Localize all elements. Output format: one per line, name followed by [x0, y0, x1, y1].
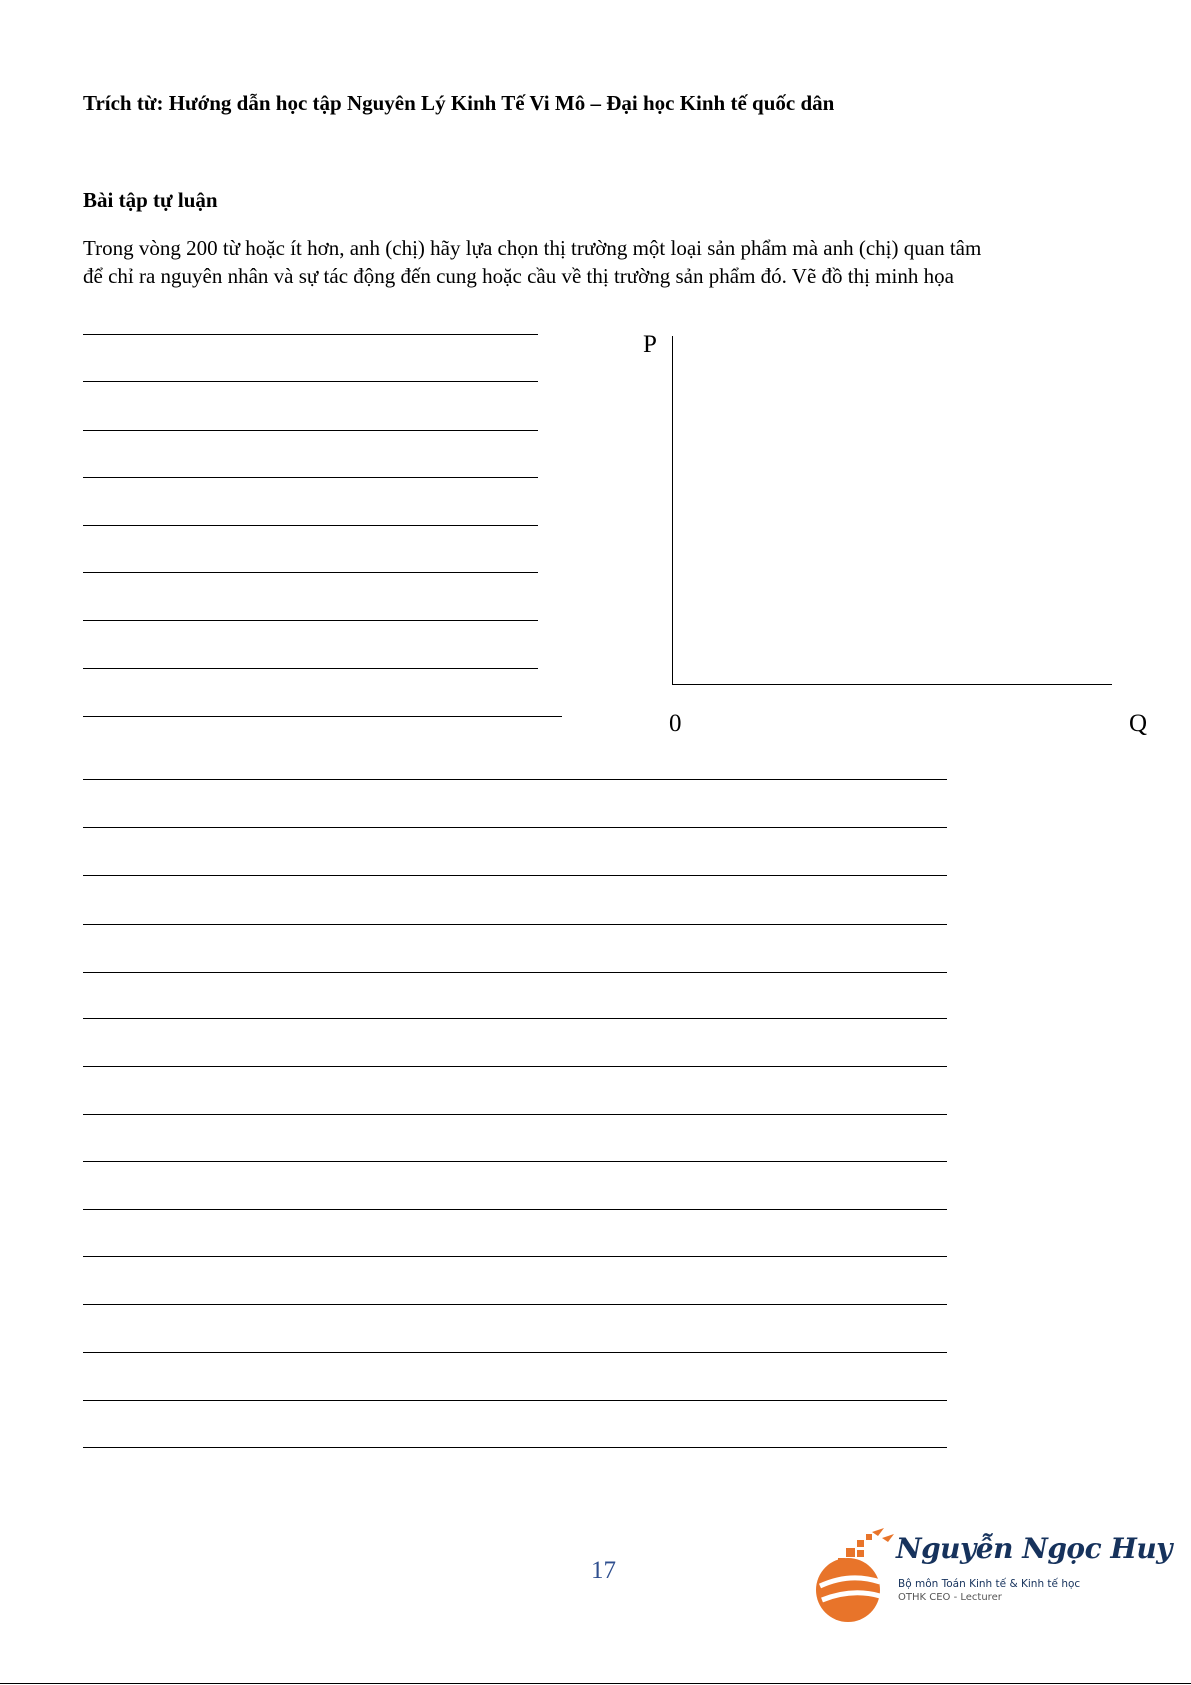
logo-name: Nguyễn Ngọc Huy: [896, 1532, 1172, 1565]
answer-line[interactable]: [83, 924, 947, 925]
exercise-heading: Bài tập tự luận: [83, 188, 218, 212]
origin-label: 0: [669, 710, 682, 737]
answer-line[interactable]: [83, 1352, 947, 1353]
logo-emblem-icon: [810, 1528, 900, 1628]
answer-line[interactable]: [83, 1066, 947, 1067]
answer-line[interactable]: [83, 1304, 947, 1305]
page-number: 17: [591, 1557, 616, 1584]
logo-role: OTHK CEO - Lecturer: [898, 1592, 1002, 1603]
author-logo: [810, 1528, 1172, 1628]
answer-line[interactable]: [83, 716, 562, 717]
answer-line[interactable]: [83, 1018, 947, 1019]
y-axis-label: P: [643, 331, 657, 358]
answer-line[interactable]: [83, 334, 538, 335]
answer-line[interactable]: [83, 972, 947, 973]
instruction-paragraph: [83, 234, 1123, 290]
answer-line[interactable]: [83, 620, 538, 621]
answer-line[interactable]: [83, 668, 538, 669]
answer-line[interactable]: [83, 525, 538, 526]
answer-line[interactable]: [83, 779, 947, 780]
instruction-line-2: để chỉ ra nguyên nhân và sự tác động đến cung hoặc cầu về thị trường sản phẩm đó. Vẽ đồ thị minh họa: [83, 264, 954, 288]
x-axis-label: Q: [1129, 710, 1148, 737]
answer-line[interactable]: [83, 1209, 947, 1210]
source-note: Trích từ: Hướng dẫn học tập Nguyên Lý Kinh Tế Vi Mô – Đại học Kinh tế quốc dân: [83, 91, 835, 115]
logo-subtitle: Bộ môn Toán Kinh tế & Kinh tế học: [898, 1578, 1081, 1590]
answer-line[interactable]: [83, 1256, 947, 1257]
y-axis: [672, 336, 673, 685]
answer-line[interactable]: [83, 477, 538, 478]
answer-line[interactable]: [83, 827, 947, 828]
answer-line[interactable]: [83, 381, 538, 382]
instruction-line-1: Trong vòng 200 từ hoặc ít hơn, anh (chị) hãy lựa chọn thị trường một loại sản phẩm mà anh (chị) quan tâm: [83, 236, 982, 260]
answer-line[interactable]: [83, 430, 538, 431]
answer-line[interactable]: [83, 1114, 947, 1115]
x-axis: [672, 684, 1112, 685]
answer-line[interactable]: [83, 1447, 947, 1448]
answer-line[interactable]: [83, 1400, 947, 1401]
answer-line[interactable]: [83, 875, 947, 876]
answer-line[interactable]: [83, 1161, 947, 1162]
answer-line[interactable]: [83, 572, 538, 573]
bottom-rule: [0, 1683, 1191, 1684]
